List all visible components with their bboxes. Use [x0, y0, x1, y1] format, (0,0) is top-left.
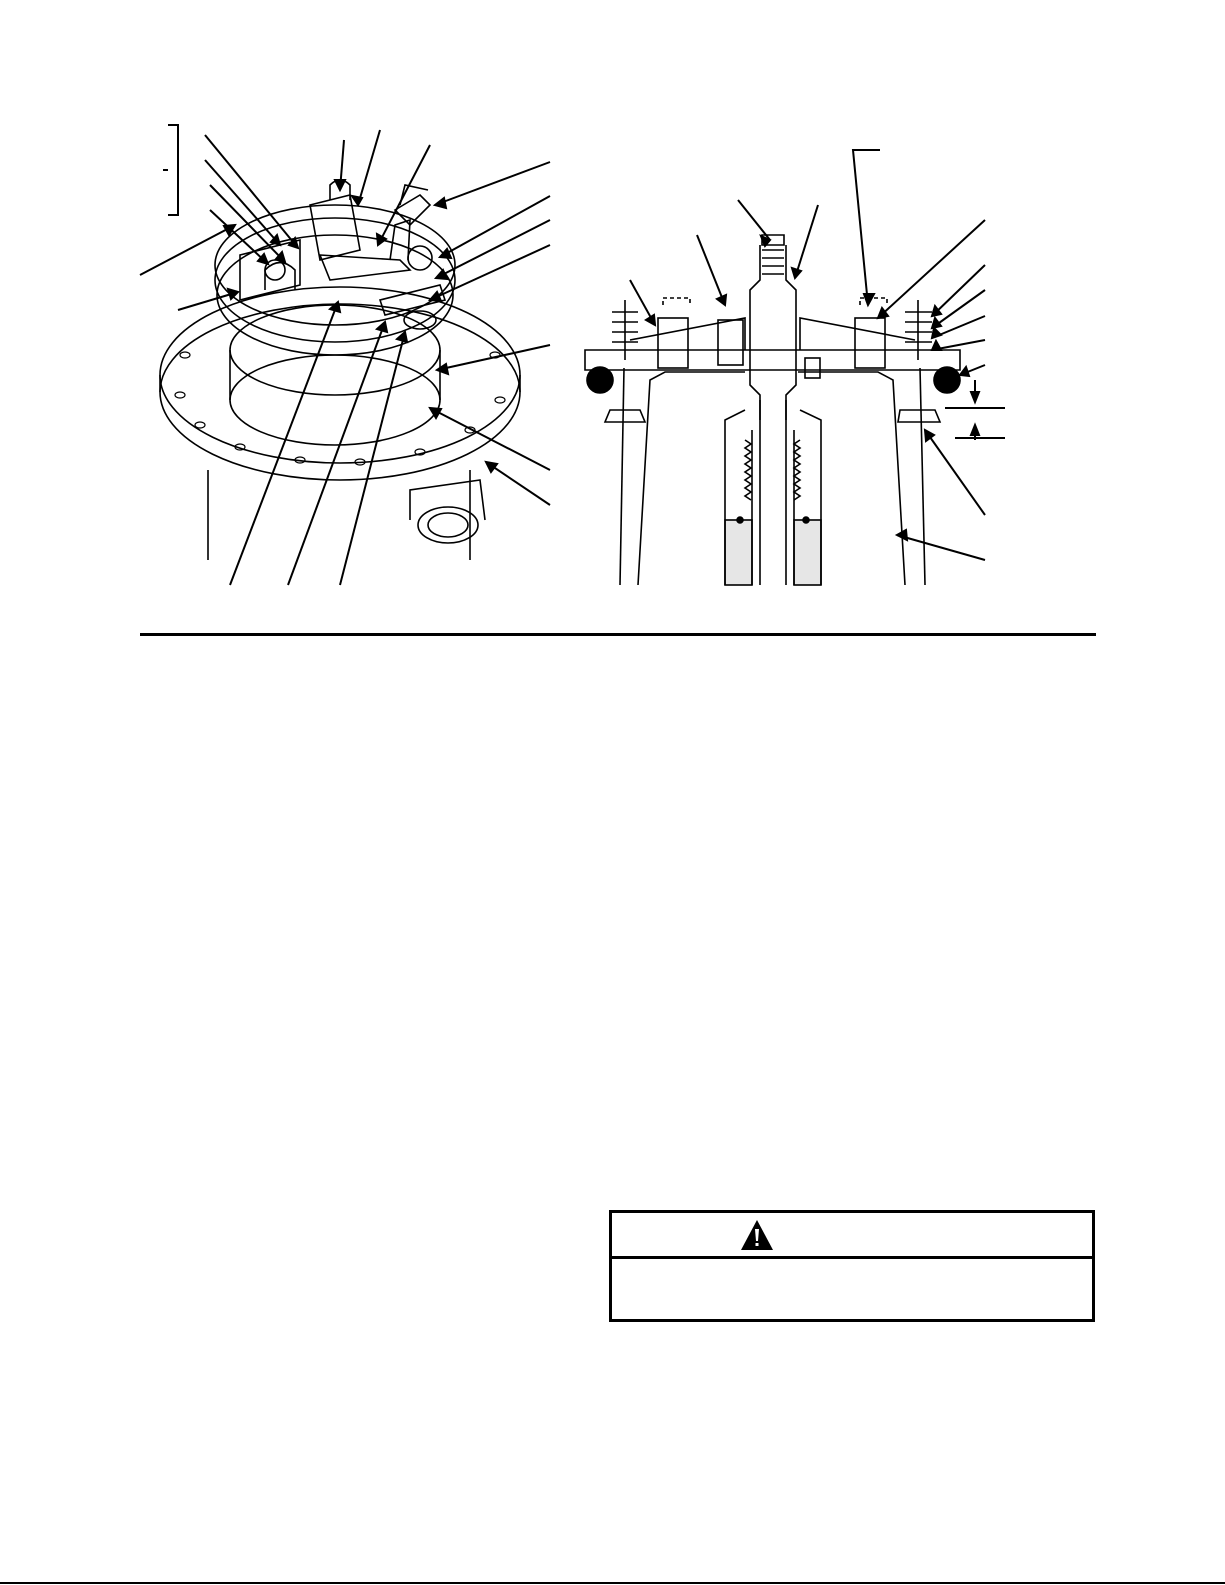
warning-triangle-icon	[740, 1219, 774, 1251]
warning-header	[612, 1213, 1092, 1259]
page-bottom-rule	[0, 1582, 1225, 1584]
right-figure-callout-leaders	[630, 150, 1005, 560]
warning-box	[609, 1210, 1095, 1322]
section-divider-rule	[140, 633, 1096, 636]
technical-illustration	[0, 0, 1225, 640]
